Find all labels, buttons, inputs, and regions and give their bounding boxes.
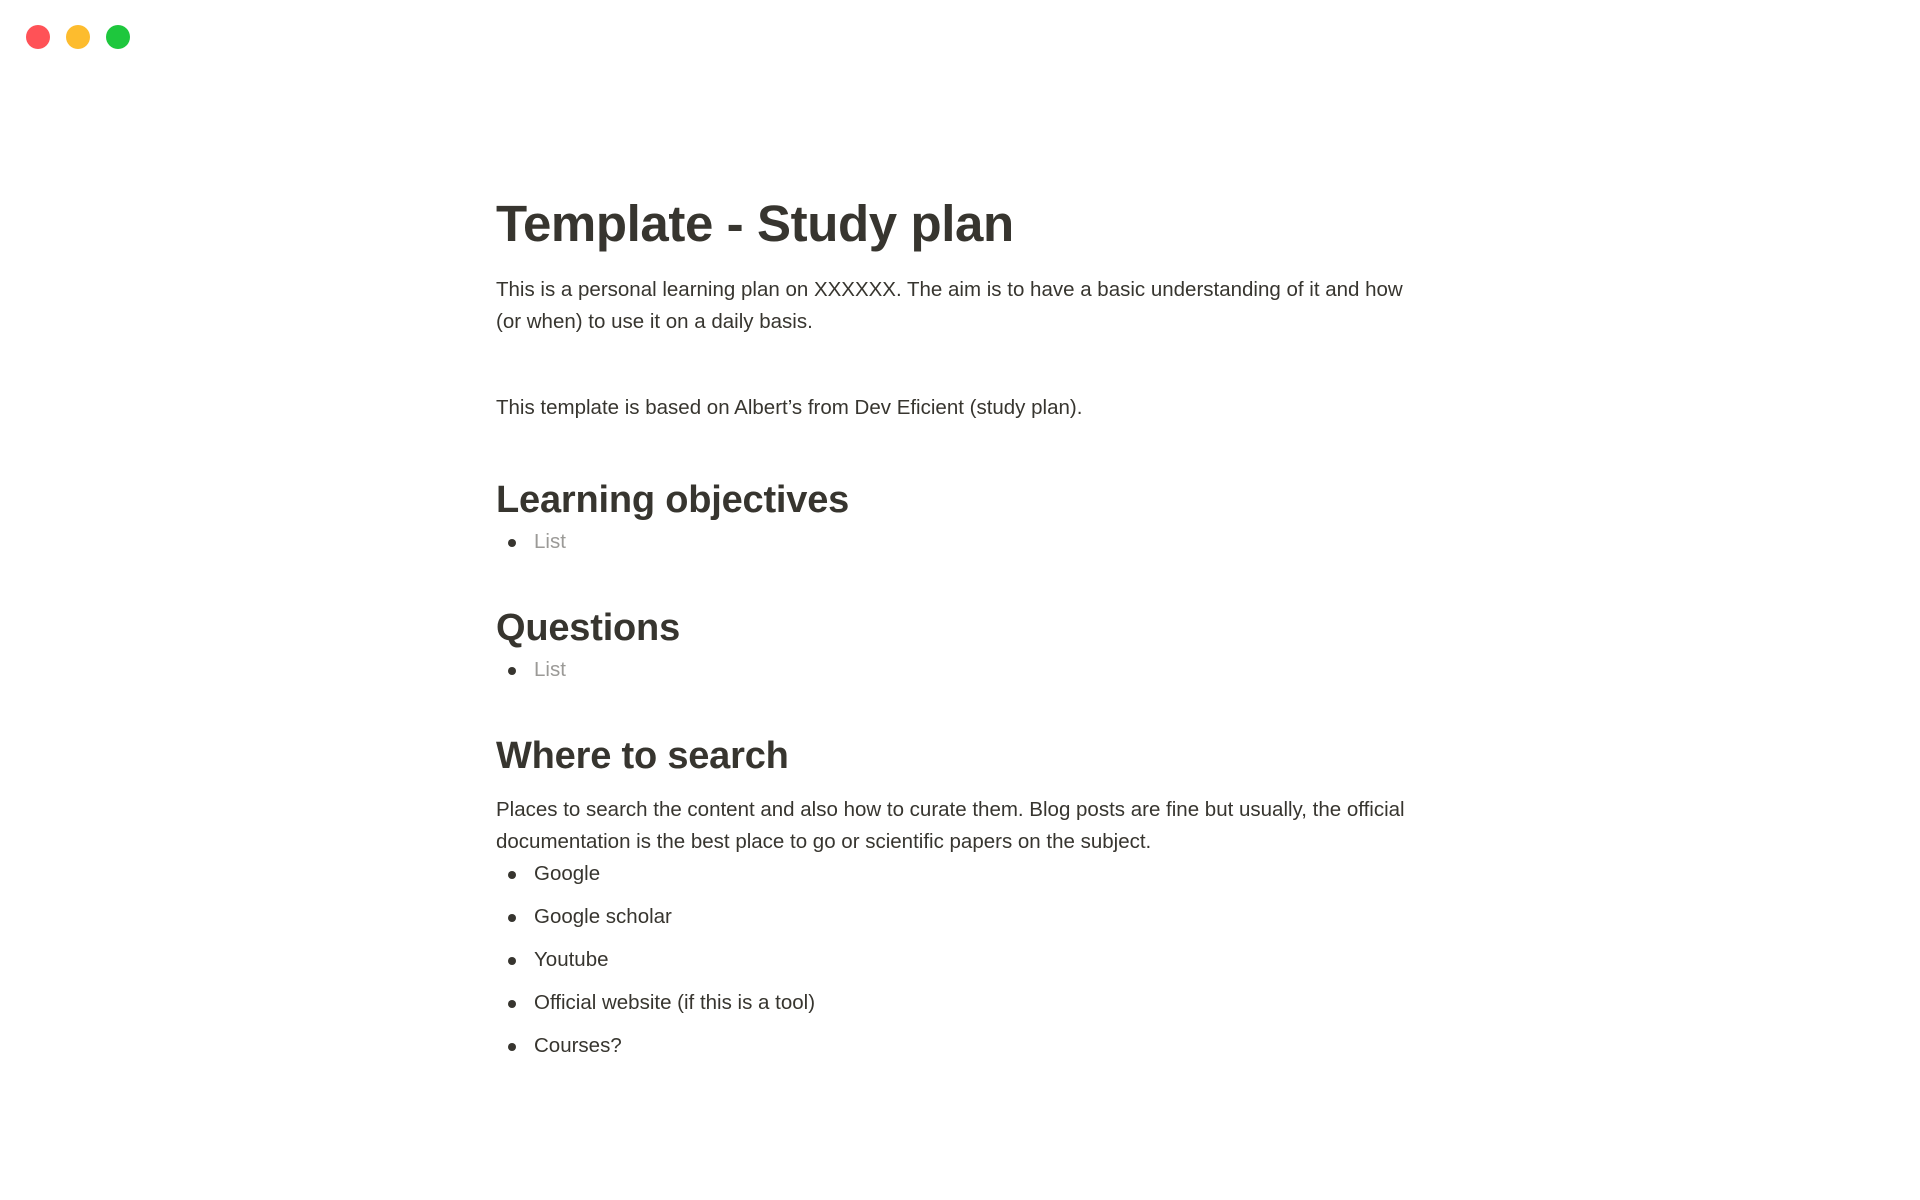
where-to-search-list [496,858,1431,1062]
window-controls [26,25,130,49]
list-item[interactable] [496,901,1431,933]
bullet-icon [508,1043,516,1051]
list-item[interactable] [496,654,1431,686]
based-on-paragraph[interactable]: This template is based on Albert’s from Dev Eficient (study plan). [496,396,1083,419]
where-to-search-heading[interactable]: Where to search [496,735,789,777]
page-content [496,188,1431,1073]
list-item-text: Google [534,862,601,885]
bullet-icon [508,957,516,965]
list-item-placeholder: List [534,658,566,681]
bullet-icon [508,539,516,547]
list-item-text: Google scholar [534,905,672,928]
learning-objectives-heading[interactable]: Learning objectives [496,479,850,521]
where-to-search-description[interactable]: Places to search the content and also how to curate them. Blog posts are fine but usually, the official documentation is the best place to go or scientific papers on the subject. [496,798,1405,853]
questions-heading[interactable]: Questions [496,607,681,649]
list-item[interactable] [496,944,1431,976]
page-title[interactable]: Template - Study plan [496,195,1014,252]
minimize-window-button[interactable] [66,25,90,49]
list-item[interactable] [496,987,1431,1019]
list-item[interactable] [496,858,1431,890]
intro-paragraph[interactable]: This is a personal learning plan on XXXXXX. The aim is to have a basic understanding of it and how (or when) to use it on a daily basis. [496,278,1403,333]
bullet-icon [508,1000,516,1008]
maximize-window-button[interactable] [106,25,130,49]
list-item-text: Official website (if this is a tool) [534,991,816,1014]
close-window-button[interactable] [26,25,50,49]
learning-objectives-list [496,526,1431,558]
list-item-placeholder: List [534,530,566,553]
list-item[interactable] [496,1030,1431,1062]
list-item-text: Courses? [534,1034,622,1057]
bullet-icon [508,871,516,879]
bullet-icon [508,667,516,675]
questions-list [496,654,1431,686]
list-item-text: Youtube [534,948,609,971]
bullet-icon [508,914,516,922]
list-item[interactable] [496,526,1431,558]
